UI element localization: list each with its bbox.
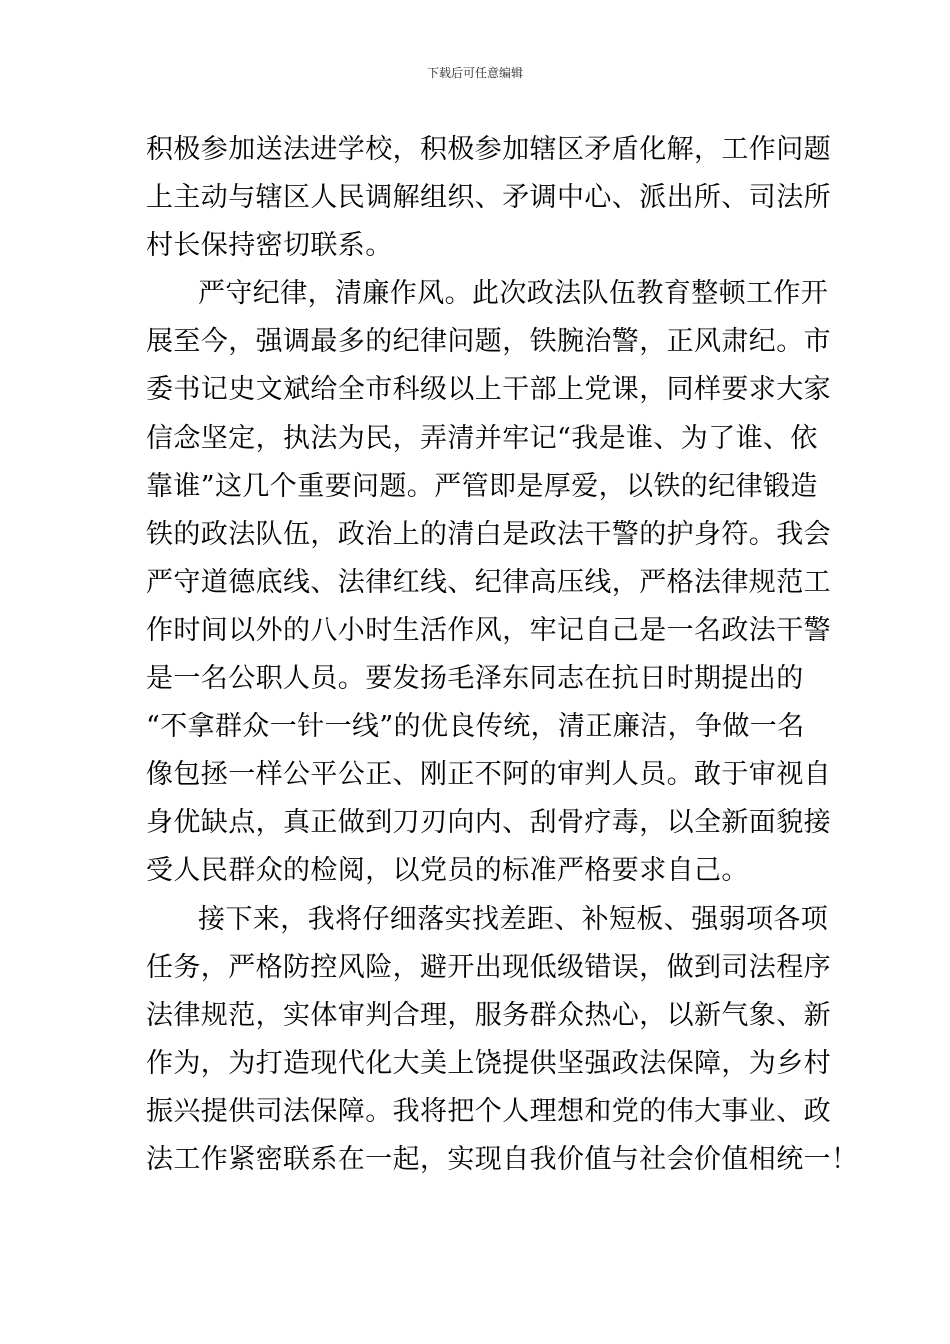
text-line: 接下来，我将仔细落实找差距、补短板、强弱项各项 (198, 903, 829, 935)
text-line: 铁的政法队伍，政治上的清白是政法干警的护身符。我会 (146, 518, 831, 550)
text-line: 作时间以外的八小时生活作风，牢记自己是一名政法干警 (146, 614, 831, 646)
text-line: 身优缺点，真正做到刀刃向内、刮骨疗毒，以全新面貌接 (146, 807, 831, 839)
paragraph (146, 126, 831, 270)
document-body (146, 126, 859, 1184)
text-line: 像包拯一样公平公正、刚正不阿的审判人员。敢于审视自 (146, 759, 831, 791)
text-line: 法律规范，实体审判合理，服务群众热心，以新气象、新 (146, 999, 831, 1031)
text-line: 村长保持密切联系。 (146, 230, 393, 262)
paragraph (146, 896, 859, 1185)
text-line: “不拿群众一针一线”的优良传统，清正廉洁，争做一名 (146, 711, 805, 743)
text-line: 靠谁”这几个重要问题。严管即是厚爱，以铁的纪律锻造 (146, 470, 818, 502)
paragraph (146, 270, 831, 895)
text-line: 作为，为打造现代化大美上饶提供坚强政法保障，为乡村 (146, 1047, 831, 1079)
text-line: 严守纪律，清廉作风。此次政法队伍教育整顿工作开 (198, 278, 829, 310)
text-line: 是一名公职人员。要发扬毛泽东同志在抗日时期提出的 (146, 663, 804, 695)
text-line: 振兴提供司法保障。我将把个人理想和党的伟大事业、政 (146, 1095, 831, 1127)
text-line: 任务，严格防控风险，避开出现低级错误，做到司法程序 (146, 951, 831, 983)
text-line: 严守道德底线、法律红线、纪律高压线，严格法律规范工 (146, 566, 831, 598)
text-line: 上主动与辖区人民调解组织、矛调中心、派出所、司法所 (146, 182, 831, 214)
text-line: 积极参加送法进学校，积极参加辖区矛盾化解，工作问题 (146, 134, 831, 165)
page-header: 下载后可任意编辑 (426, 66, 523, 80)
text-line: 委书记史文斌给全市科级以上干部上党课，同样要求大家 (146, 374, 831, 406)
text-line: 法工作紧密联系在一起，实现自我价值与社会价值相统一！ (146, 1143, 859, 1175)
text-line: 展至今，强调最多的纪律问题，铁腕治警，正风肃纪。市 (146, 326, 831, 358)
text-line: 信念坚定，执法为民，弄清并牢记“我是谁、为了谁、依 (146, 422, 818, 454)
text-line: 受人民群众的检阅，以党员的标准严格要求自己。 (146, 855, 749, 887)
